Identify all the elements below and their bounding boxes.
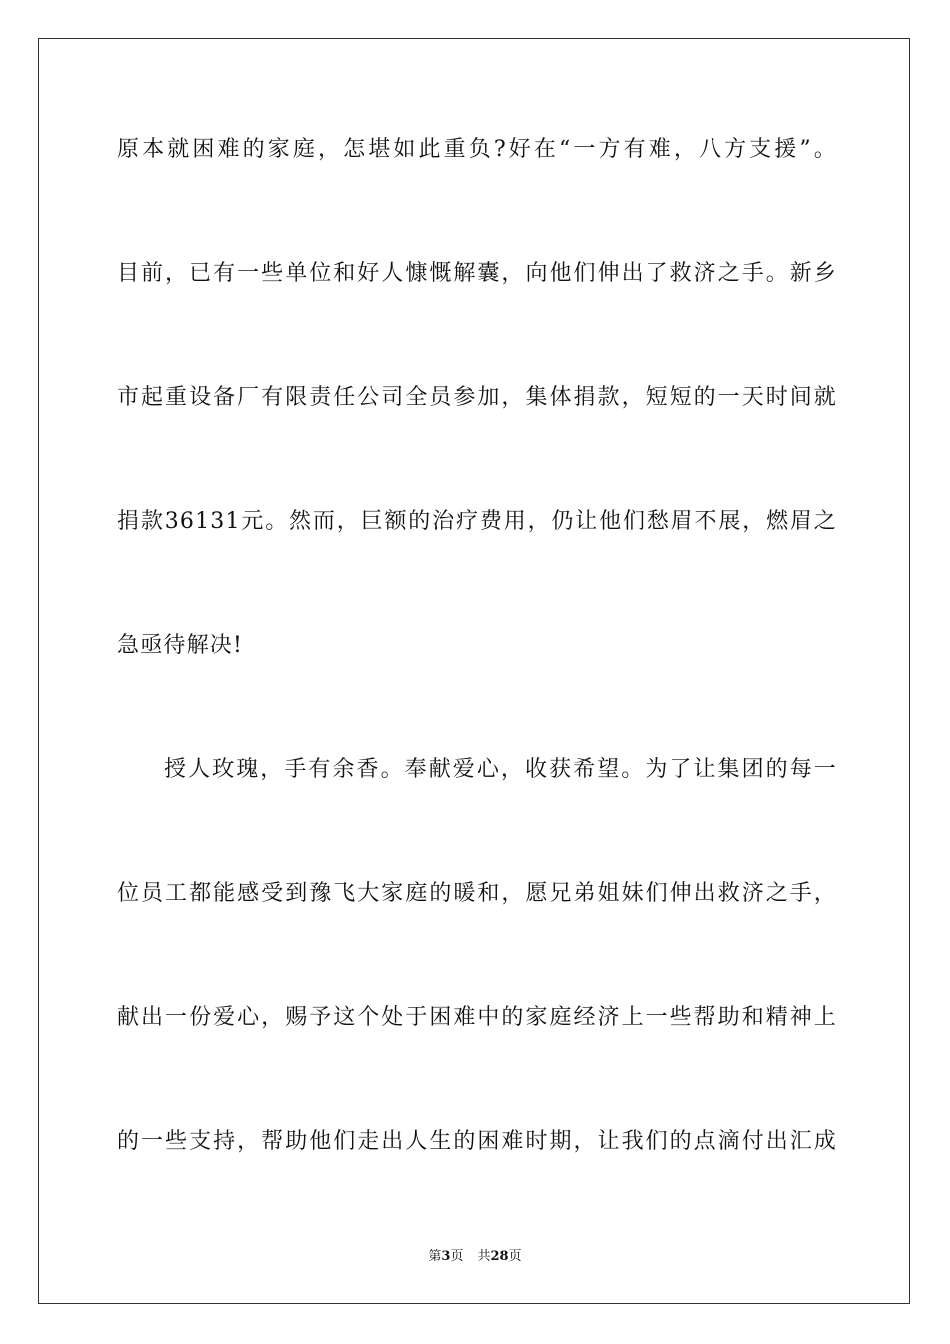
page-footer — [0, 1248, 950, 1266]
paragraph-line: 位员工都能感受到豫飞大家庭的暖和，愿兄弟姐妹们伸出救济之手， — [117, 881, 837, 906]
paragraph-line: 的一些支持，帮助他们走出人生的困难时期，让我们的点滴付出汇成 — [117, 1129, 837, 1154]
paragraph-line: 急亟待解决! — [117, 633, 244, 658]
total-suffix: 页 — [508, 1249, 522, 1264]
page-suffix: 页 — [450, 1249, 464, 1264]
paragraph-line: 目前，已有一些单位和好人慷慨解囊，向他们伸出了救济之手。新乡 — [117, 261, 837, 286]
paragraph-line: 市起重设备厂有限责任公司全员参加，集体捐款，短短的一天时间就 — [117, 385, 837, 410]
paragraph-line: 原本就困难的家庭，怎堪如此重负?好在“一方有难，八方支援”。 — [117, 137, 837, 162]
total-pages: 28 — [490, 1249, 509, 1264]
page-prefix: 第 — [428, 1249, 442, 1264]
total-prefix: 共 — [477, 1249, 491, 1264]
paragraph-line: 授人玫瑰，手有余香。奉献爱心，收获希望。为了让集团的每一 — [164, 757, 837, 782]
document-body — [117, 128, 837, 1244]
page-number: 3 — [441, 1249, 451, 1264]
paragraph-line: 献出一份爱心，赐予这个处于困难中的家庭经济上一些帮助和精神上 — [117, 1005, 837, 1030]
paragraph-line: 捐款36131元。然而，巨额的治疗费用，仍让他们愁眉不展，燃眉之 — [117, 509, 837, 534]
